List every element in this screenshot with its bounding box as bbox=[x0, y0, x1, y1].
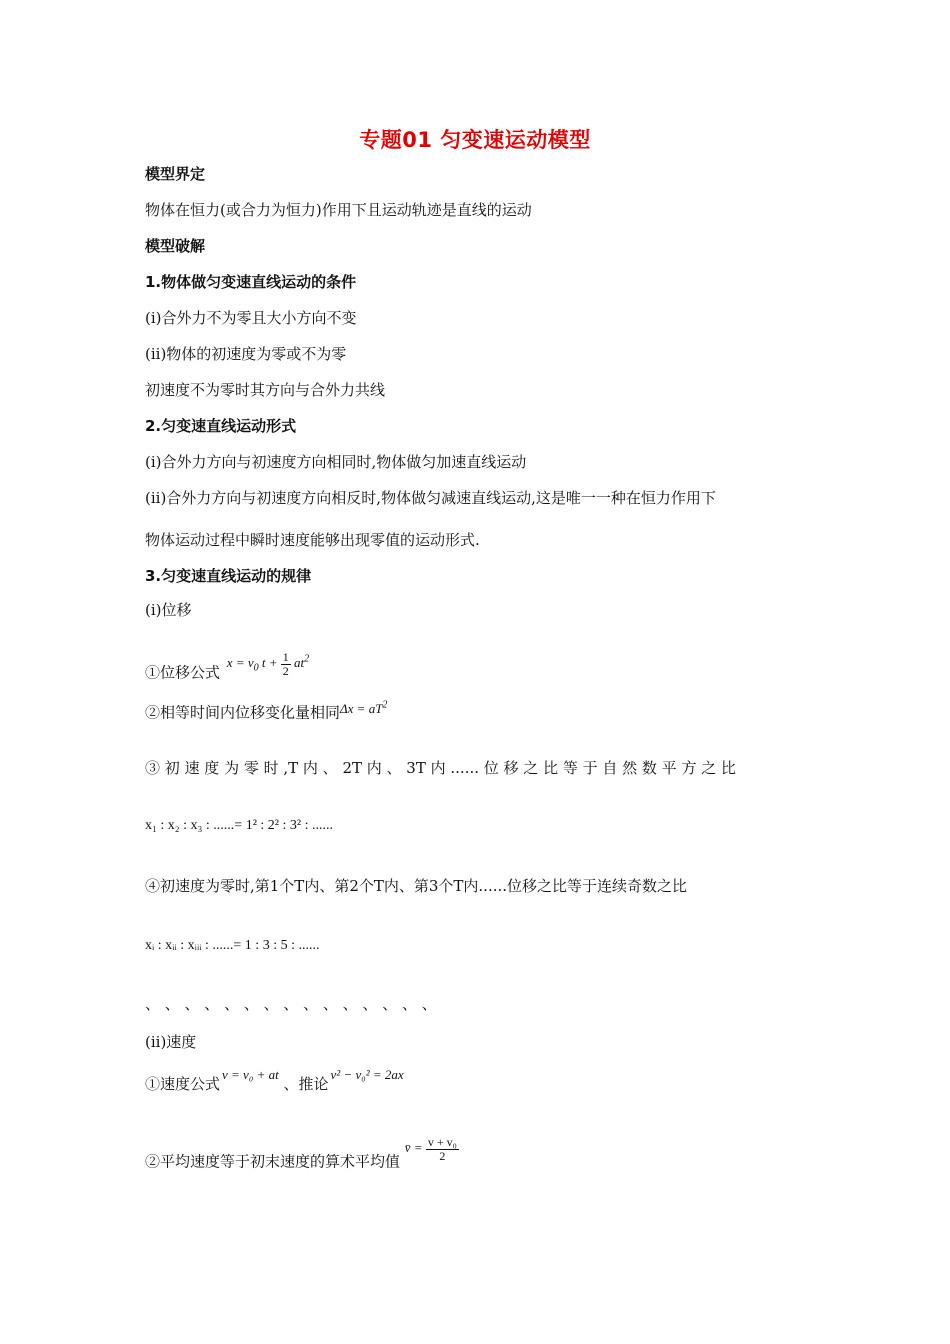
condition-heading: 1.物体做匀变速直线运动的条件 bbox=[145, 273, 357, 291]
displacement-formula-line bbox=[145, 649, 310, 689]
fraction-numerator: 1 bbox=[282, 649, 289, 664]
fraction bbox=[281, 651, 291, 678]
form-item-2b: 物体运动过程中瞬时速度能够出现零值的运动形式. bbox=[145, 531, 480, 549]
form-item-1: (i)合外力方向与初速度方向相同时,物体做匀加速直线运动 bbox=[145, 453, 527, 471]
form-item-2a: (ii)合外力方向与初速度方向相反时,物体做匀减速直线运动,这是唯一一种在恒力作用下 bbox=[145, 489, 716, 507]
formula-sup: 2 bbox=[382, 700, 388, 711]
displacement-ratio-description: ③ 初 速 度 为 零 时 ,T 内 、 2T 内 、 3T 内 ...... 位 移 之 比 等 于 自 然 数 平 方 之 比 bbox=[145, 759, 736, 777]
displacement-odd-description: ④初速度为零时,第1个T内、第2个T内、第3个T内......位移之比等于连续奇数之比 bbox=[145, 877, 688, 895]
velocity-formula-line bbox=[145, 1067, 404, 1095]
formula-part: Δx = aT bbox=[340, 701, 383, 717]
displacement-square-ratio: x₁ : x₂ : x₃ : ......= 1² : 2² : 3² : ...... bbox=[145, 818, 333, 833]
formula-part: at bbox=[294, 655, 305, 671]
velocity-formula-label: ①速度公式 bbox=[145, 1075, 221, 1093]
formula-part: v̄ = bbox=[404, 1140, 423, 1156]
solve-heading: 模型破解 bbox=[145, 237, 206, 255]
law-heading: 3.匀变速直线运动的规律 bbox=[145, 567, 312, 585]
fraction-denominator: 2 bbox=[439, 1149, 446, 1163]
displacement-odd-ratio: xᵢ : xᵢᵢ : xᵢᵢᵢ : ......= 1 : 3 : 5 : ...... bbox=[145, 938, 320, 953]
displacement-heading: (i)位移 bbox=[145, 601, 192, 619]
fraction-numerator: v + v₀ bbox=[427, 1135, 457, 1149]
formula-sub: 0 bbox=[253, 662, 259, 674]
formula-sup: 2 bbox=[304, 654, 310, 665]
fraction bbox=[426, 1136, 459, 1163]
define-text: 物体在恒力(或合力为恒力)作用下且运动轨迹是直线的运动 bbox=[145, 201, 532, 219]
condition-item-1: (i)合外力不为零且大小方向不变 bbox=[145, 309, 357, 327]
form-heading: 2.匀变速直线运动形式 bbox=[145, 417, 297, 435]
formula-part: t + bbox=[261, 655, 278, 671]
fraction-denominator: 2 bbox=[282, 663, 289, 678]
page-title: 专题01 匀变速运动模型 bbox=[359, 128, 591, 152]
dots-line: 、 、 、 、 、 、 、 、 、 、 、 、 、 、 、 bbox=[145, 995, 437, 1013]
displacement-delta-label: ②相等时间内位移变化量相同 bbox=[145, 703, 341, 722]
velocity-formula: v = v₀ + at bbox=[222, 1067, 279, 1082]
define-heading: 模型界定 bbox=[145, 165, 206, 183]
average-velocity-line bbox=[145, 1135, 459, 1177]
displacement-delta-line bbox=[145, 700, 387, 723]
velocity-inference-label: 、推论 bbox=[283, 1075, 329, 1093]
displacement-delta-formula bbox=[340, 701, 387, 716]
formula-part: x = v bbox=[226, 655, 254, 671]
displacement-formula bbox=[226, 649, 310, 678]
condition-item-3: 初速度不为零时其方向与合外力共线 bbox=[145, 381, 386, 399]
displacement-formula-label: ①位移公式 bbox=[145, 663, 221, 682]
average-velocity-formula bbox=[404, 1135, 459, 1163]
average-velocity-label: ②平均速度等于初末速度的算术平均值 bbox=[145, 1152, 401, 1171]
condition-item-2: (ii)物体的初速度为零或不为零 bbox=[145, 345, 347, 363]
velocity-inference-formula: v² − v₀² = 2ax bbox=[330, 1067, 404, 1082]
velocity-heading: (ii)速度 bbox=[145, 1033, 197, 1051]
